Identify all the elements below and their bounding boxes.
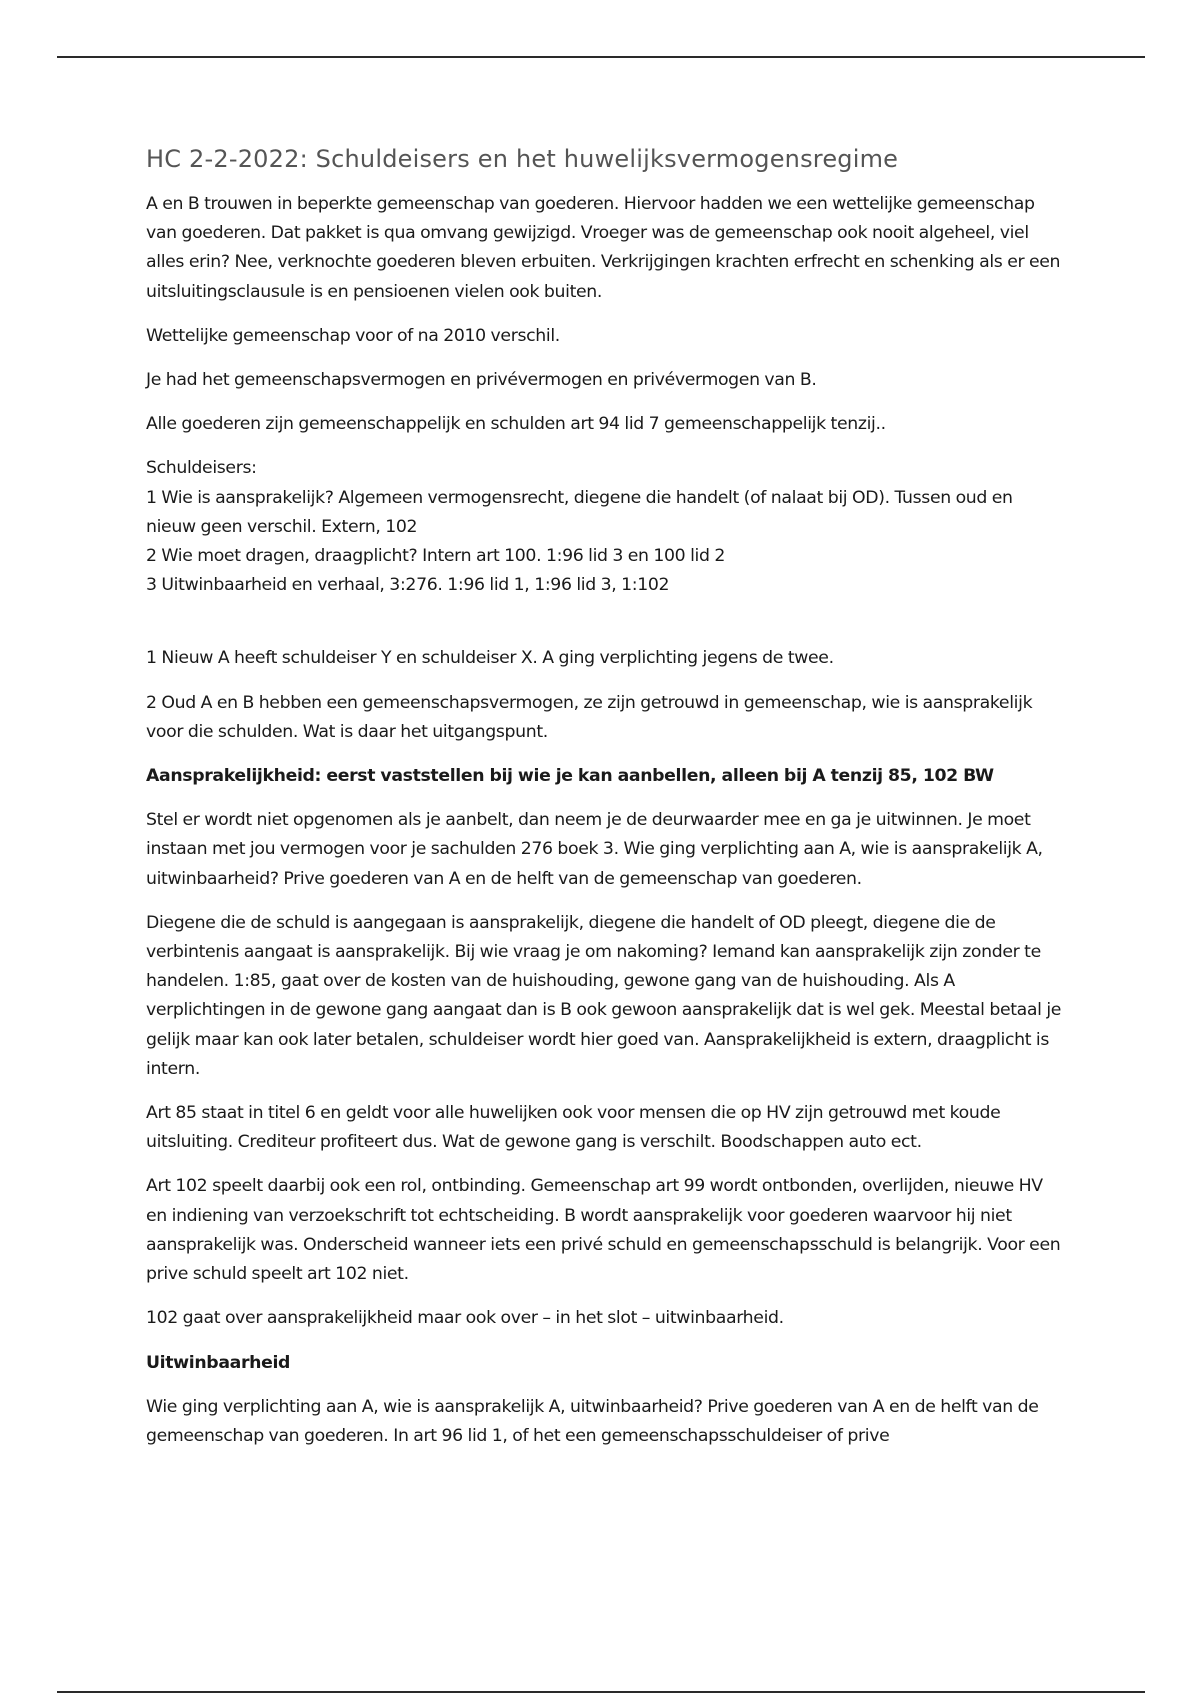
paragraph-wettelijke: Wettelijke gemeenschap voor of na 2010 verschil. [146, 325, 560, 346]
list-item: 1 Wie is aansprakelijk? Algemeen vermogensrecht, diegene die handelt (of nalaat bij OD). Tussen oud en nieuw geen verschil. Extern, 102 [146, 487, 1013, 537]
paragraph-intro: A en B trouwen in beperkte gemeenschap van goederen. Hiervoor hadden we een wettelijke gemeenschap van goederen. Dat pakket is qua omvang gewijzigd. Vroeger was de gemeenschap ook nooit algeheel, viel alles erin? Nee, verknochte goederen bleven erbuiten. Verkrijgingen krachten erfrecht en schenking als er een uitsluitingsclausule is en pensioenen vielen ook buiten. [146, 194, 1061, 302]
list-item: 2 Wie moet dragen, draagplicht? Intern art 100. 1:96 lid 3 en 100 lid 2 [146, 546, 725, 567]
heading-aansprakelijkheid: Aansprakelijkheid: eerst vaststellen bij wie je kan aanbellen, alleen bij A tenzij 85, 102 BW [146, 766, 994, 787]
paragraph-deurwaarder: Stel er wordt niet opgenomen als je aanbelt, dan neem je de deurwaarder mee en ga je uitwinnen. Je moet instaan met jou vermogen voor je sachulden 276 boek 3. Wie ging verplichting aan A, wie is aansprakelijk A, uitwinbaarheid? Prive goederen van A en de helft van de gemeenschap van goederen. [146, 810, 1043, 889]
list-item: 3 Uitwinbaarheid en verhaal, 3:276. 1:96 lid 1, 1:96 lid 3, 1:102 [146, 575, 670, 596]
header-rule [57, 56, 1145, 58]
paragraph-goederen: Alle goederen zijn gemeenschappelijk en schulden art 94 lid 7 gemeenschappelijk tenzij.. [146, 414, 886, 435]
paragraph-schuld-aangegaan: Diegene die de schuld is aangegaan is aansprakelijk, diegene die handelt of OD pleegt, diegene die de verbintenis aangaat is aansprakelijk. Bij wie vraag je om nakoming? Iemand kan aansprakelijk zijn zonder te handelen. 1:85, gaat over de kosten van de huishouding, gewone gang van de huishouding. Als A verplichtingen in de gewone gang aangaat dan is B ook gewoon aansprakelijk dat is wel gek. Meestal betaal je gelijk maar kan ook later betalen, schuldeiser wordt hier goed van. Aansprakelijkheid is extern, draagplicht is intern. [146, 912, 1062, 1079]
document-title: HC 2-2-2022: Schuldeisers en het huwelijksvermogensregime [146, 145, 899, 173]
paragraph-slot: 102 gaat over aansprakelijkheid maar ook over – in het slot – uitwinbaarheid. [146, 1308, 784, 1329]
paragraph-art-85: Art 85 staat in titel 6 en geldt voor alle huwelijken ook voor mensen die op HV zijn getrouwd met koude uitsluiting. Crediteur profiteert dus. Wat de gewone gang is verschilt. Boodschappen auto ect. [146, 1103, 1001, 1153]
paragraph-uitwinbaarheid: Wie ging verplichting aan A, wie is aansprakelijk A, uitwinbaarheid? Prive goederen van A en de helft van de gemeenschap van goederen. In art 96 lid 1, of het een gemeenschapsschuldeiser of prive [146, 1396, 1039, 1446]
paragraph-vermogens: Je had het gemeenschapsvermogen en privévermogen en privévermogen van B. [146, 370, 817, 391]
spacer [146, 600, 1066, 644]
paragraph-art-102: Art 102 speelt daarbij ook een rol, ontbinding. Gemeenschap art 99 wordt ontbonden, overlijden, nieuwe HV en indiening van verzoekschrift tot echtscheiding. B wordt aansprakelijk voor goederen waarvoor hij niet aansprakelijk was. Onderscheid wanneer iets een privé schuld en gemeenschapsschuld is belangrijk. Voor een prive schuld speelt art 102 niet. [146, 1176, 1061, 1285]
schuldeisers-list [146, 454, 1066, 600]
footer-rule [57, 1691, 1145, 1693]
paragraph-nieuw: 1 Nieuw A heeft schuldeiser Y en schuldeiser X. A ging verplichting jegens de twee. [146, 648, 834, 669]
paragraph-oud: 2 Oud A en B hebben een gemeenschapsvermogen, ze zijn getrouwd in gemeenschap, wie is aansprakelijk voor die schulden. Wat is daar het uitgangspunt. [146, 692, 1033, 742]
heading-uitwinbaarheid: Uitwinbaarheid [146, 1352, 291, 1373]
schuldeisers-label: Schuldeisers: [146, 458, 257, 479]
document-body [146, 140, 1066, 1466]
